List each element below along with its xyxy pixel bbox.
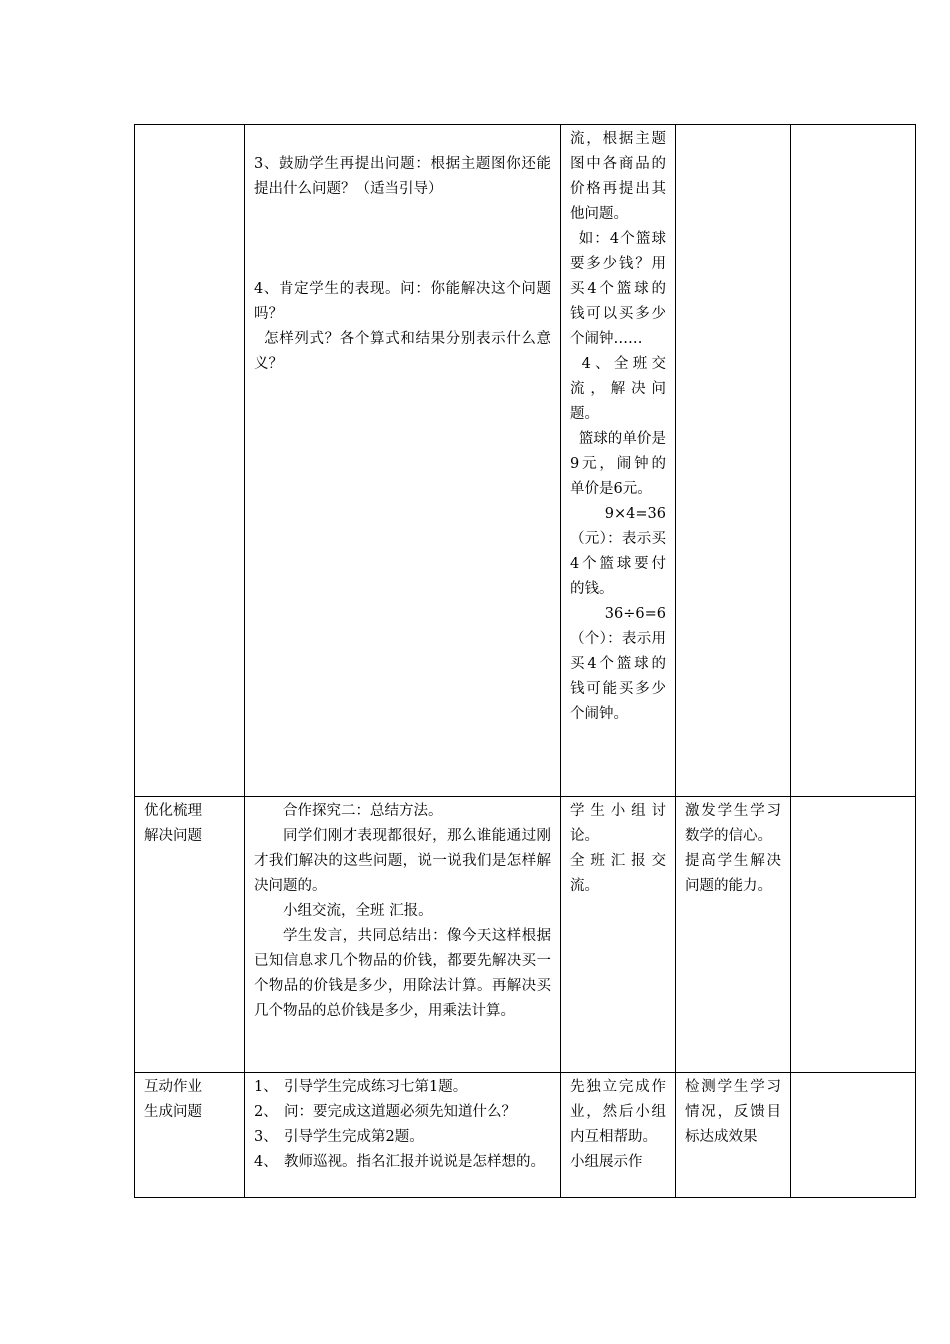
stage-cell: [135, 797, 245, 1073]
student-paragraph: 篮球的单价是9元，闹钟的单价是6元。: [570, 431, 666, 497]
stage-label: 优化梳理: [144, 803, 202, 819]
design-intent-cell: [676, 797, 791, 1073]
student-paragraph: 如：4个篮球要多少钱？用买4个篮球的钱可以买多少个闹钟……: [570, 231, 666, 347]
stage-cell: [135, 125, 245, 797]
teacher-steps-list: [254, 1075, 551, 1175]
stage-label: 生成问题: [144, 1104, 202, 1120]
table-row: [135, 125, 916, 797]
table-row: [135, 797, 916, 1073]
student-activity-cell: [561, 125, 676, 797]
list-item: [254, 1150, 551, 1175]
student-paragraph: （元）：表示买4个篮球要付的钱。: [570, 531, 666, 597]
step-number: 1、: [254, 1079, 278, 1095]
teacher-paragraph: 同学们刚才表现都很好，那么谁能通过刚才我们解决的这些问题，说一说我们是怎样解决问题的。: [254, 828, 551, 894]
step-number: 2、: [254, 1104, 278, 1120]
stage-label: 互动作业: [144, 1079, 202, 1095]
intent-paragraph: 提高学生解决问题的能力。: [685, 853, 781, 894]
step-text: 教师巡视。指名汇报并说说是怎样想的。: [284, 1154, 545, 1170]
student-paragraph: 全班汇报交流。: [570, 853, 666, 894]
list-item: [254, 1100, 551, 1125]
step-text: 引导学生完成练习七第1题。: [284, 1079, 468, 1095]
intent-paragraph: 激发学生学习数学的信心。: [685, 803, 781, 844]
note-cell: [791, 797, 916, 1073]
teacher-paragraph: 4、肯定学生的表现。问：你能解决这个问题吗？: [254, 281, 551, 322]
student-paragraph: 先独立完成作业，然后小组内互相帮助。: [570, 1079, 666, 1145]
stage-cell: [135, 1073, 245, 1198]
teacher-paragraph: 怎样列式？各个算式和结果分别表示什么意义？: [254, 331, 551, 372]
design-intent-cell: [676, 1073, 791, 1198]
student-paragraph: 小组展示作: [570, 1154, 643, 1170]
stage-label: 解决问题: [144, 828, 202, 844]
step-text: 引导学生完成第2题。: [284, 1129, 424, 1145]
step-number: 3、: [254, 1129, 278, 1145]
table-row: [135, 1073, 916, 1198]
teacher-paragraph: 学生发言，共同总结出：像今天这样根据已知信息求几个物品的价钱，都要先解决买一个物品的价钱是多少，用除法计算。再解决买几个物品的总价钱是多少，用乘法计算。: [254, 928, 551, 1019]
list-item: [254, 1075, 551, 1100]
step-number: 4、: [254, 1154, 278, 1170]
student-equation: 36÷6=6: [604, 606, 666, 622]
student-paragraph: 流，根据主题图中各商品的价格再提出其他问题。: [570, 131, 666, 222]
design-intent-cell: [676, 125, 791, 797]
teacher-activity-cell: [245, 797, 561, 1073]
note-cell: [791, 125, 916, 797]
student-activity-cell: [561, 797, 676, 1073]
teacher-paragraph: 合作探究二：总结方法。: [283, 803, 443, 819]
list-item: [254, 1125, 551, 1150]
student-paragraph: （个）：表示用买4个篮球的钱可能买多少个闹钟。: [570, 631, 666, 722]
step-text: 问：要完成这道题必须先知道什么？: [284, 1104, 516, 1120]
teacher-paragraph: 3、鼓励学生再提出问题：根据主题图你还能提出什么问题？（适当引导）: [254, 156, 551, 197]
teacher-activity-cell: [245, 125, 561, 797]
intent-paragraph: 检测学生学习情况，反馈目标达成效果: [685, 1079, 781, 1145]
student-paragraph: 学生小组讨论。: [570, 803, 666, 844]
student-equation: 9×4=36: [604, 506, 666, 522]
student-activity-cell: [561, 1073, 676, 1198]
lesson-plan-table: [134, 124, 916, 1198]
teacher-paragraph: 小组交流，全班 汇报。: [283, 903, 433, 919]
student-paragraph: 4、全班交流，解决问题。: [570, 356, 666, 422]
teacher-activity-cell: [245, 1073, 561, 1198]
note-cell: [791, 1073, 916, 1198]
